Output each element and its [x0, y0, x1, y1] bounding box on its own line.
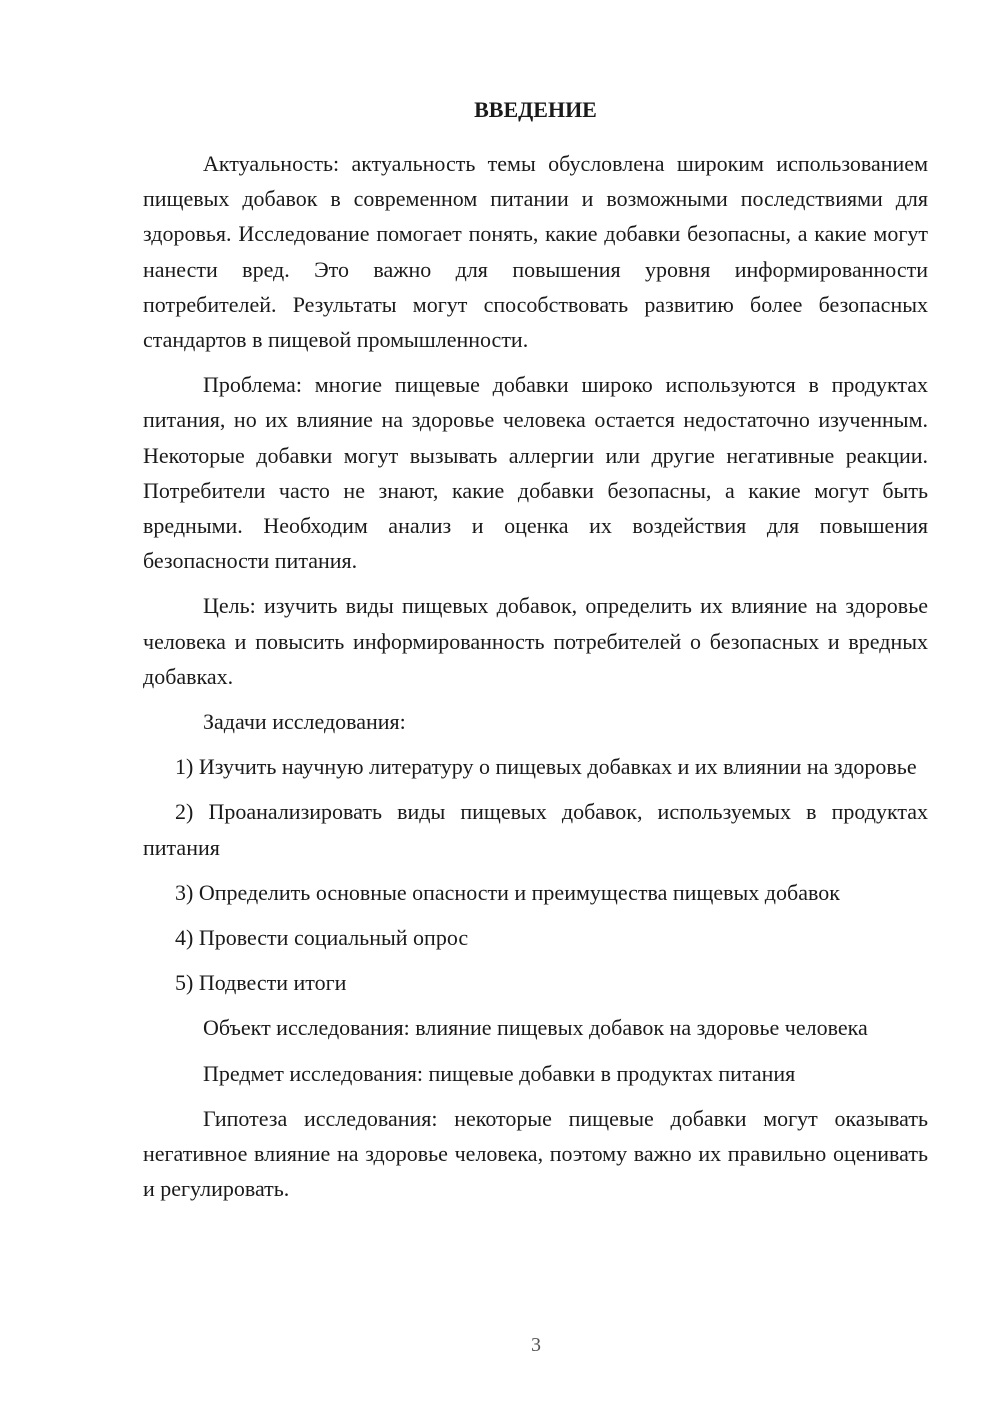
paragraph-problem: Проблема: многие пищевые добавки широко используются в продуктах питания, но их влияние на здоровье человека остается недостаточно изученным. Некоторые добавки могут вызывать аллергии или другие негативные реакции. Потребители часто не знают, какие добавки безопасны, а какие могут быть вредными. Необходим анализ и оценка их воздействия для повышения безопасности питания. — [143, 372, 928, 574]
paragraph-goal: Цель: изучить виды пищевых добавок, определить их влияние на здоровье человека и повысить информированность потребителей о безопасных и вредных добавках. — [143, 593, 928, 689]
task-item-4: 4) Провести социальный опрос — [175, 925, 469, 951]
page-title: ВВЕДЕНИЕ — [474, 97, 597, 122]
task-item-2: 2) Проанализировать виды пищевых добавок, используемых в продуктах питания — [143, 799, 928, 860]
task-item-5: 5) Подвести итоги — [175, 970, 347, 996]
tasks-heading: Задачи исследования: — [203, 709, 406, 735]
document-page — [143, 96, 928, 1216]
paragraph-relevance: Актуальность: актуальность темы обусловлена широким использованием пищевых добавок в современном питании и возможными последствиями для здоровья. Исследование помогает понять, какие добавки безопасны, а какие могут нанести вред. Это важно для повышения уровня информированности потребителей. Результаты могут способствовать развитию более безопасных стандартов в пищевой промышленности. — [143, 151, 928, 353]
task-item-1: 1) Изучить научную литературу о пищевых добавках и их влиянии на здоровье — [175, 754, 917, 780]
task-item-3: 3) Определить основные опасности и преимущества пищевых добавок — [175, 879, 840, 905]
page-number: 3 — [531, 1334, 541, 1356]
paragraph-hypothesis: Гипотеза исследования: некоторые пищевые добавки могут оказывать негативное влияние на здоровье человека, поэтому важно их правильно оценивать и регулировать. — [143, 1105, 928, 1202]
paragraph-object: Объект исследования: влияние пищевых добавок на здоровье человека — [203, 1015, 868, 1041]
paragraph-subject: Предмет исследования: пищевые добавки в продуктах питания — [203, 1060, 796, 1086]
